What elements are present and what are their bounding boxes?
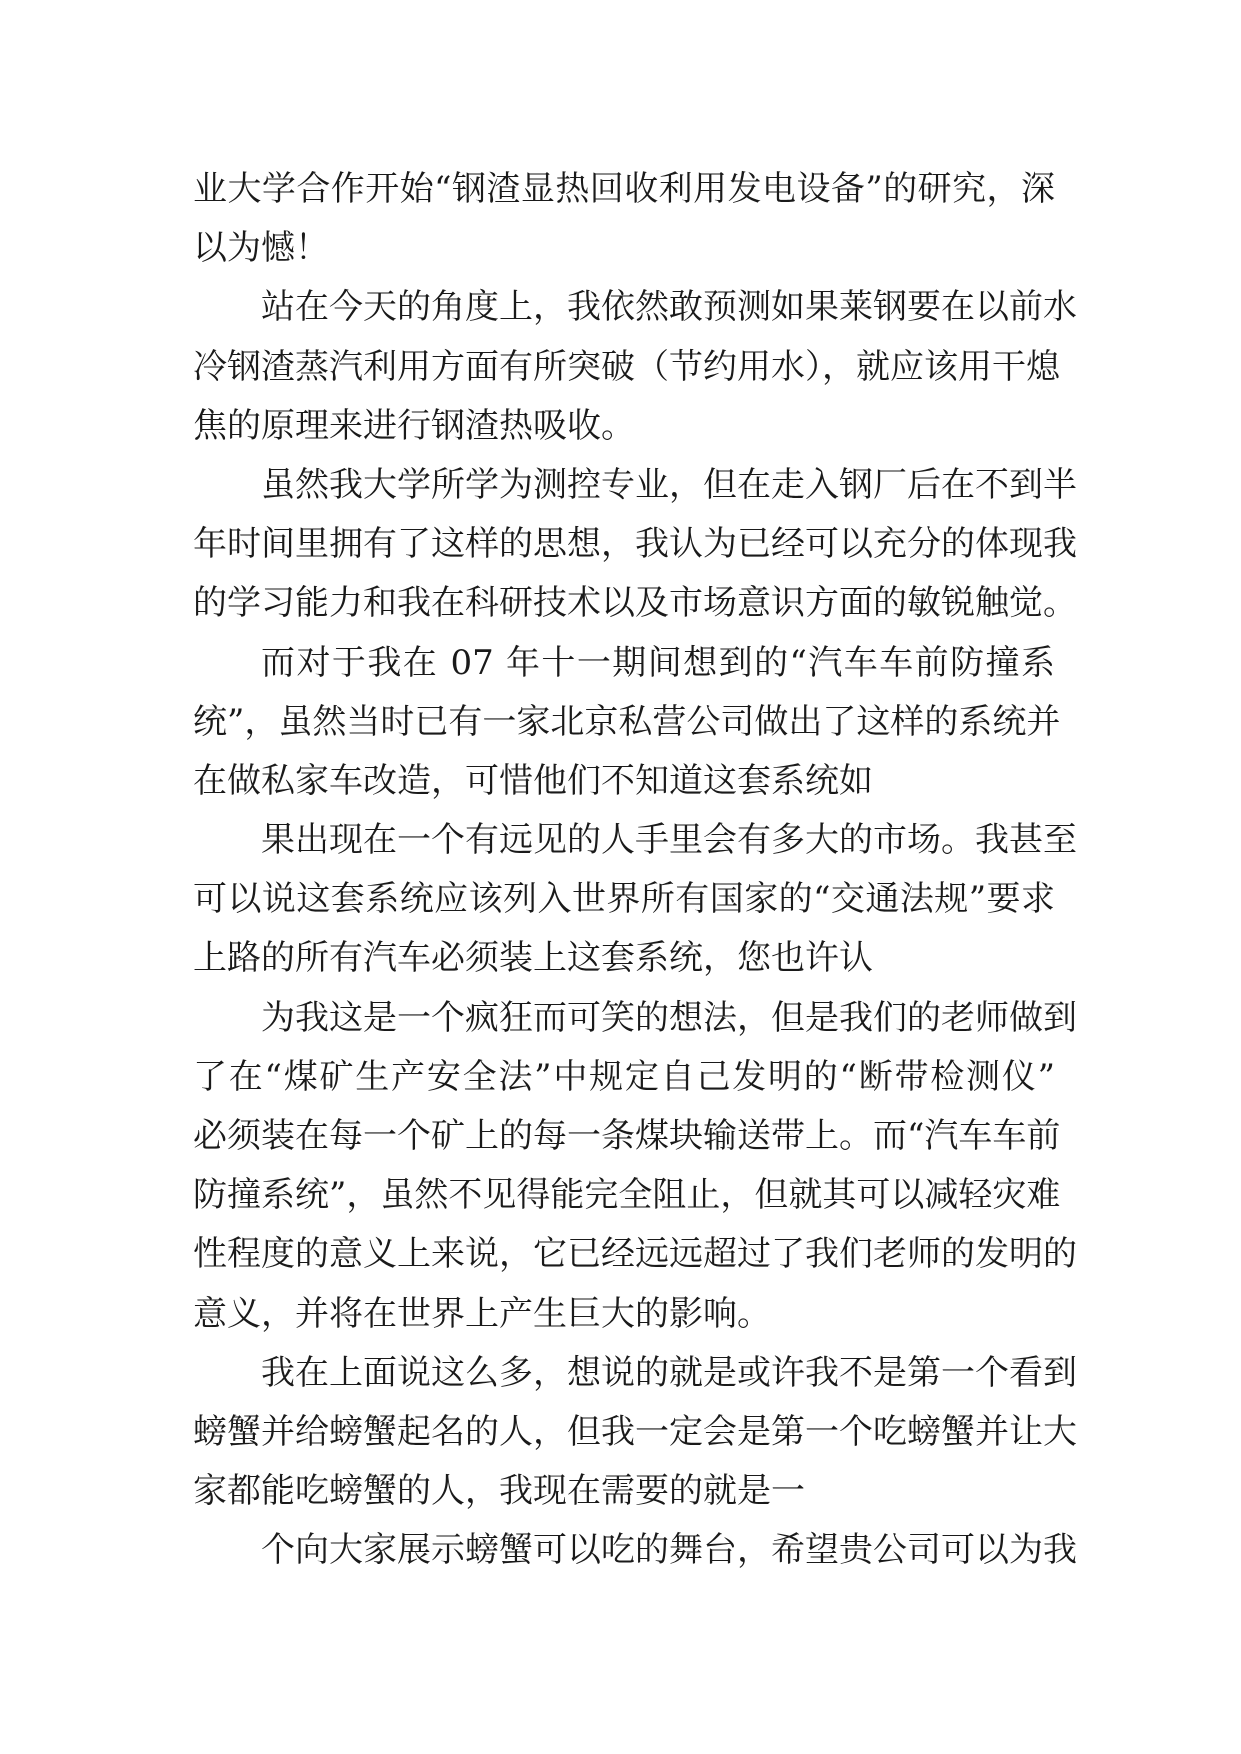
- text-line: 的学习能力和我在科研技术以及市场意识方面的敏锐触觉。: [193, 583, 1077, 624]
- text-line: 而对于我在 07 年十一期间想到的“汽车车前防撞系: [261, 642, 1055, 683]
- text-line: 果出现在一个有远见的人手里会有多大的市场。我甚至: [261, 820, 1077, 861]
- paragraph: [193, 989, 1077, 1344]
- text-line: 性程度的意义上来说，它已经远远超过了我们老师的发明的: [193, 1234, 1077, 1275]
- paragraph: [193, 811, 1077, 989]
- text-line: 在做私家车改造，可惜他们不知道这套系统如: [193, 760, 873, 801]
- paragraph: [193, 456, 1077, 634]
- text-line: 我在上面说这么多，想说的就是或许我不是第一个看到: [261, 1352, 1077, 1393]
- text-line: 为我这是一个疯狂而可笑的想法，但是我们的老师做到: [261, 997, 1077, 1038]
- text-line: 上路的所有汽车必须装上这套系统，您也许认: [193, 938, 873, 979]
- paragraph: [193, 1521, 1077, 1580]
- text-line: 业大学合作开始“钢渣显热回收利用发电设备”的研究，深: [193, 169, 1055, 209]
- text-line: 站在今天的角度上，我依然敢预测如果莱钢要在以前水: [261, 287, 1077, 328]
- text-line: 可以说这套系统应该列入世界所有国家的“交通法规”要求: [193, 879, 1055, 920]
- text-line: 虽然我大学所学为测控专业，但在走入钢厂后在不到半: [261, 464, 1077, 505]
- text-line: 以为憾！: [193, 228, 329, 269]
- paragraph: [193, 634, 1061, 812]
- text-line: 个向大家展示螃蟹可以吃的舞台，希望贵公司可以为我: [261, 1530, 1077, 1571]
- text-line: 螃蟹并给螃蟹起名的人，但我一定会是第一个吃螃蟹并让大: [193, 1411, 1077, 1452]
- text-line: 了在“煤矿生产安全法”中规定自己发明的“断带检测仪”: [193, 1056, 1055, 1097]
- text-line: 必须装在每一个矿上的每一条煤块输送带上。而“汽车车前: [193, 1116, 1061, 1156]
- text-line: 冷钢渣蒸汽利用方面有所突破（节约用水），就应该用干熄: [193, 346, 1060, 387]
- text-line: 统”，虽然当时已有一家北京私营公司做出了这样的系统并: [193, 701, 1061, 742]
- paragraph: [193, 160, 1055, 278]
- text-line: 防撞系统”，虽然不见得能完全阻止，但就其可以减轻灾难: [193, 1175, 1061, 1216]
- paragraph: [193, 1344, 1077, 1522]
- text-line: 焦的原理来进行钢渣热吸收。: [193, 405, 635, 446]
- text-line: 家都能吃螃蟹的人，我现在需要的就是一: [193, 1471, 805, 1512]
- text-line: 意义，并将在世界上产生巨大的影响。: [193, 1293, 771, 1334]
- text-line: 年时间里拥有了这样的思想，我认为已经可以充分的体现我: [193, 524, 1077, 565]
- body-text: [193, 160, 1077, 1581]
- paragraph: [193, 278, 1077, 456]
